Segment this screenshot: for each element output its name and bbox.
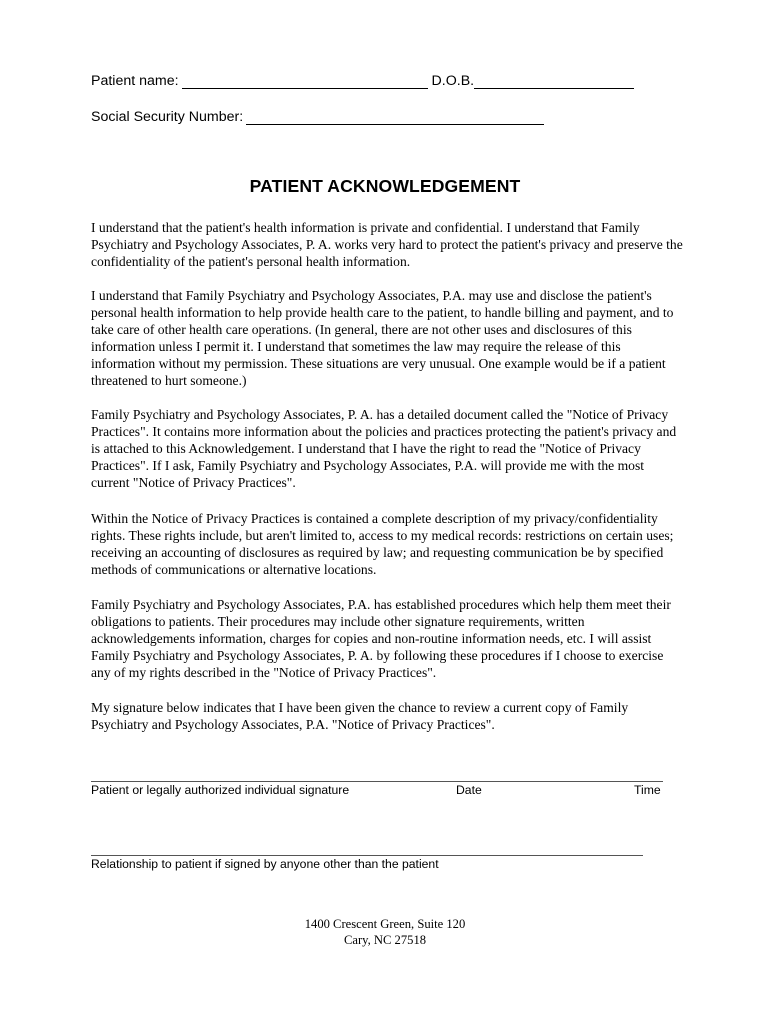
relationship-line[interactable]: [91, 855, 643, 856]
ssn-field[interactable]: [246, 110, 544, 125]
dob-label: D.O.B.: [431, 73, 475, 89]
time-label: Time: [634, 783, 661, 797]
paragraph-use-disclosure: I understand that Family Psychiatry and Psychology Associates, P.A. may use and disclose the patient's personal health information to help provide health care to the patient, to handle billing and payment, and to take care of other health care operations. (In general, there are not other uses and disclosures of this information unless I permit it. I understand that sometimes the law may require the release of this information without my permission. These situations are very unusual. One example would be if a patient threatened to hurt someone.): [91, 288, 674, 389]
patient-name-label: Patient name:: [91, 73, 179, 89]
ssn-row: [91, 109, 544, 125]
signature-label: Patient or legally authorized individual signature: [91, 783, 350, 797]
signature-line[interactable]: [91, 781, 663, 782]
paragraph-procedures: Family Psychiatry and Psychology Associates, P.A. has established procedures which help them meet their obligations to patients. Their procedures may include other signature requirements, written acknowledgements information, charges for copies and non-routine information needs, etc. I will assist Family Psychiatry and Psychology Associates, P. A. by following these procedures if I choose to exercise any of my rights described in the "Notice of Privacy Practices".: [91, 597, 671, 681]
dob-field[interactable]: [474, 74, 634, 89]
paragraph-privacy: I understand that the patient's health information is private and confidential. I understand that Family Psychiatry and Psychology Associates, P. A. works very hard to protect the patient's privacy and preserve the confidentiality of the patient's personal health information.: [91, 220, 683, 270]
patient-name-row: [91, 73, 634, 89]
footer-address: [0, 916, 770, 948]
address-line-2: Cary, NC 27518: [343, 933, 427, 947]
paragraph-signature-statement: My signature below indicates that I have been given the chance to review a current copy of Family Psychiatry and Psychology Associates, P.A. "Notice of Privacy Practices".: [91, 700, 629, 733]
patient-name-field[interactable]: [182, 74, 428, 89]
date-label: Date: [456, 783, 482, 797]
paragraph-rights: Within the Notice of Privacy Practices is contained a complete description of my privacy/confidentiality rights. These rights include, but aren't limited to, access to my medical records: restrictions on certain uses; receiving an accounting of disclosures as required by law; and requesting communication be by specified methods of communications or alternative locations.: [91, 511, 674, 578]
address-line-1: 1400 Crescent Green, Suite 120: [304, 917, 466, 931]
relationship-label: Relationship to patient if signed by anyone other than the patient: [91, 857, 439, 871]
ssn-label: Social Security Number:: [91, 109, 244, 125]
paragraph-notice: Family Psychiatry and Psychology Associates, P. A. has a detailed document called the "Notice of Privacy Practices". It contains more information about the policies and practices protecting the patient's privacy and is attached to this Acknowledgement. I understand that I have the right to read the "Notice of Privacy Practices". If I ask, Family Psychiatry and Psychology Associates, P.A. will provide me with the most current "Notice of Privacy Practices".: [91, 407, 677, 491]
page-title: PATIENT ACKNOWLEDGEMENT: [249, 176, 521, 196]
